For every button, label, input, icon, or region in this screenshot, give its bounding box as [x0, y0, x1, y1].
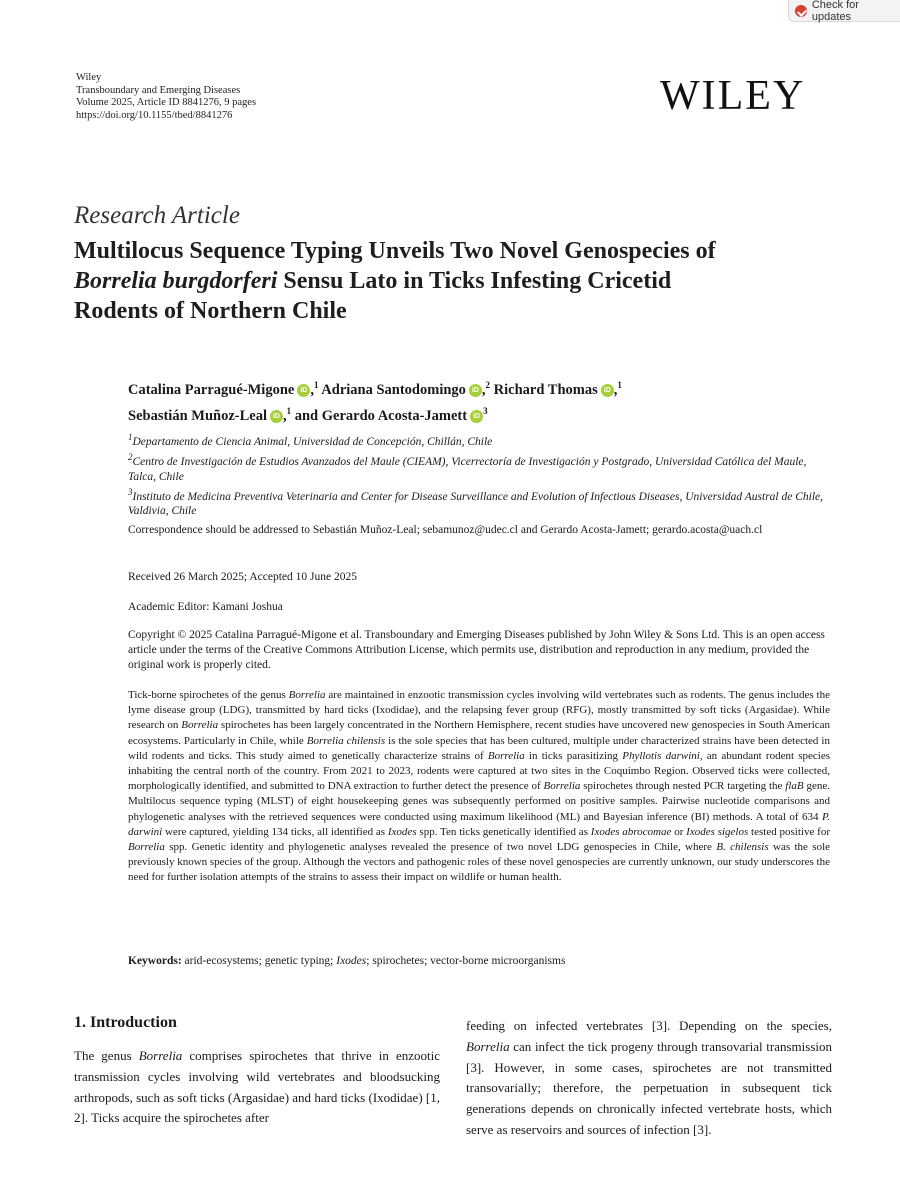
- italic-term: flaB: [785, 780, 804, 793]
- title-line-1: Multilocus Sequence Typing Unveils Two Novel Genospecies of: [74, 238, 716, 264]
- abstract-text: gene. Multilocus sequence typing (MLST) of eight housekeeping genes was subsequently performed on positive samples. Pairwise nucleotide comparisons and phylogenetic analyses with the retrieved sequences were conducted using maximum likelihood (ML) and Bayesian inference (BI) methods. A total of 634: [128, 780, 830, 823]
- italic-term: Borrelia: [138, 1048, 183, 1063]
- author-affiliation-number: 2: [485, 380, 491, 390]
- check-updates-icon: [795, 5, 807, 17]
- keywords-list: [182, 955, 566, 967]
- orcid-icon[interactable]: iD: [270, 410, 283, 423]
- italic-term: Borrelia: [466, 1038, 510, 1054]
- italic-term: Borrelia: [181, 719, 219, 732]
- abstract-text: spp. Ten ticks genetically identified as: [416, 825, 591, 838]
- italic-term: Ixodes sigelos: [686, 825, 749, 838]
- italic-term: Borrelia: [543, 780, 581, 793]
- affiliation-text: Departamento de Ciencia Animal, Universidad de Concepción, Chillán, Chile: [132, 435, 493, 448]
- author-line-1: Catalina Parragué-Migone iD ,$^1$ Adriana Santodomingo iD ,$^2$ Richard Thomas iD ,$^1$: [128, 380, 622, 398]
- affiliation-text: Instituto de Medicina Preventiva Veterinaria and Center for Disease Surveillance and Evolution of Infectious Diseases, Universidad Austral de Chile, Valdivia, Chile: [128, 490, 824, 518]
- italic-term: Ixodes: [336, 955, 367, 967]
- italic-term: Ixodes abrocomae: [590, 825, 672, 838]
- abstract-text: spirochetes has been largely concentrated in the Northern Hemisphere, recent studies have uncovered new genospecies in South American ecosystems. Particularly in Chile, while: [128, 719, 831, 747]
- keyword-text: arid-ecosystems; genetic typing;: [181, 955, 337, 967]
- check-updates-label: Check for updates: [811, 0, 859, 23]
- publisher-name: Wiley: [76, 72, 102, 83]
- copyright-notice: Copyright © 2025 Catalina Parragué-Migone et al. Transboundary and Emerging Diseases published by John Wiley & Sons Ltd. This is an open access article under the terms of the Creative Commons Attribution License, which permits use, distribution and reproduction in any medium, provided the original work is properly cited.: [128, 629, 825, 671]
- body-text: can infect the tick progeny through transovarial transmission [3]. However, in some cases, spirochetes are not transmitted transovarially; therefore, the perpetuation in subsequent tick generations depends on chronically infected vertebrate hosts, which serve as reservoirs and sources of infection [3].: [466, 1038, 832, 1137]
- journal-meta: [76, 72, 256, 122]
- title-line-3: Rodents of Northern Chile: [74, 298, 347, 324]
- author-name[interactable]: Richard Thomas: [493, 381, 598, 398]
- keyword-text: ; spirochetes; vector-borne microorganisms: [366, 955, 566, 967]
- body-text: comprises spirochetes that thrive in enzootic transmission cycles involving wild vertebrates and bloodsucking arthropods, such as soft ticks (Argasidae) and hard ticks (Ixodidae) [1, 2]. Ticks acquire the spirochetes after: [74, 1048, 441, 1126]
- affiliation: [128, 485, 828, 520]
- article-type: Research Article: [74, 202, 240, 229]
- body-text: The genus: [74, 1048, 139, 1063]
- italic-term: B. chilensis: [716, 841, 769, 854]
- author-name[interactable]: Sebastián Muñoz-Leal: [128, 407, 267, 424]
- keywords: [128, 955, 565, 967]
- affiliation-number: 3: [128, 486, 133, 497]
- author-affiliation-number: 1: [313, 380, 319, 390]
- author-name[interactable]: Gerardo Acosta-Jamett: [321, 407, 468, 424]
- orcid-icon[interactable]: iD: [469, 384, 482, 397]
- intro-paragraph-right: [466, 1016, 832, 1141]
- affiliation-number: 1: [128, 432, 133, 442]
- italic-term: Phyllotis darwini: [622, 749, 700, 762]
- affiliation: [128, 450, 828, 485]
- abstract-text: were captured, yielding 134 ticks, all identified as: [162, 825, 388, 838]
- intro-paragraph-left: [74, 1046, 440, 1129]
- abstract-text: , an abundant rodent species inhabiting the central north of the country. From 2021 to 2023, rodents were captured at two sites in the Coquimbo Region. Observed ticks were collected, morphologically identified, and submitted to DNA extraction to further detect the presence of: [128, 749, 831, 793]
- author-affiliation-number: 3: [483, 405, 488, 416]
- title-species: Borrelia burgdorferi: [74, 268, 278, 294]
- received-dates: Received 26 March 2025; Accepted 10 June 2025: [128, 571, 357, 583]
- abstract-text: tested positive for: [748, 825, 830, 838]
- doi-link[interactable]: https://doi.org/10.1155/tbed/8841276: [76, 109, 233, 121]
- abstract-text: spirochetes through nested PCR targeting the: [580, 780, 786, 793]
- italic-term: Borrelia: [288, 689, 326, 701]
- affiliation-number: 2: [128, 451, 133, 462]
- abstract-text: is the sole species that has been cultured, multiple under characterized strains have been detected in wild rodents and ticks. This study aimed to genetically characterize strains of: [128, 734, 830, 762]
- abstract-text: in ticks parasitizing: [524, 749, 623, 762]
- author-name[interactable]: Catalina Parragué-Migone: [128, 381, 295, 398]
- section-heading-introduction: 1. Introduction: [74, 1014, 177, 1031]
- author-affiliation-number: 1: [617, 380, 622, 390]
- abstract-text: or: [671, 825, 687, 838]
- orcid-icon[interactable]: iD: [601, 384, 614, 397]
- abstract-text: are maintained in enzootic transmission cycles involving wild vertebrates such as rodents. The genus includes the lyme disease group (LDG), transmitted by hard ticks (Ixodidae), and the relapsing fever group (RFG), mostly transmitted by soft ticks (Argasidae). While research on: [128, 689, 830, 732]
- article-title: [74, 236, 834, 326]
- abstract-text: Tick-borne spirochetes of the genus: [128, 689, 289, 701]
- italic-term: Borrelia: [128, 841, 165, 854]
- volume-info: Volume 2025, Article ID 8841276, 9 pages: [76, 97, 257, 108]
- orcid-icon[interactable]: iD: [470, 410, 483, 423]
- author-list: [128, 375, 828, 427]
- affiliation-text: Centro de Investigación de Estudios Avanzados del Maule (CIEAM), Vicerrectoría de Investigación y Postgrado, Universidad Católica del Maule, Talca, Chile: [128, 455, 807, 483]
- affiliations: [128, 430, 828, 519]
- wiley-logo: WILEY: [660, 73, 806, 119]
- italic-term: Ixodes: [387, 825, 417, 838]
- author-name[interactable]: Adriana Santodomingo: [321, 381, 466, 398]
- keywords-label: Keywords:: [128, 955, 182, 967]
- title-line-2-rest: Sensu Lato in Ticks Infesting Cricetid: [277, 268, 672, 294]
- abstract: [128, 688, 830, 886]
- italic-term: P. darwini: [128, 810, 830, 838]
- italic-term: Borrelia chilensis: [306, 734, 386, 747]
- journal-name: Transboundary and Emerging Diseases: [76, 84, 241, 96]
- check-for-updates-button[interactable]: [788, 0, 900, 22]
- affiliation: [128, 430, 828, 450]
- abstract-text: was the sole previously known species of the group. Although the vectors and pathogenic roles of these novel genospecies are currently unknown, our study underscores the need for further isolation attempts of the strains to assess their impact on wildlife or human health.: [128, 841, 831, 884]
- orcid-icon[interactable]: iD: [297, 384, 310, 397]
- author-line-2: Sebastián Muñoz-Leal iD ,$^1$ and Gerardo Acosta-Jamett $iD^3$: [128, 405, 488, 424]
- abstract-text: spp. Genetic identity and phylogenetic analyses revealed the presence of two novel LDG genospecies in Chile, where: [164, 841, 717, 854]
- body-text: feeding on infected vertebrates [3]. Depending on the species,: [466, 1018, 832, 1033]
- correspondence: Correspondence should be addressed to Sebastián Muñoz-Leal; sebamunoz@udec.cl and Gerardo Acosta-Jamett; gerardo.acosta@uach.cl: [128, 524, 763, 536]
- academic-editor: Academic Editor: Kamani Joshua: [128, 601, 283, 613]
- title-line-2: [74, 266, 834, 296]
- italic-term: Borrelia: [487, 749, 525, 762]
- author-affiliation-number: 1: [286, 405, 292, 416]
